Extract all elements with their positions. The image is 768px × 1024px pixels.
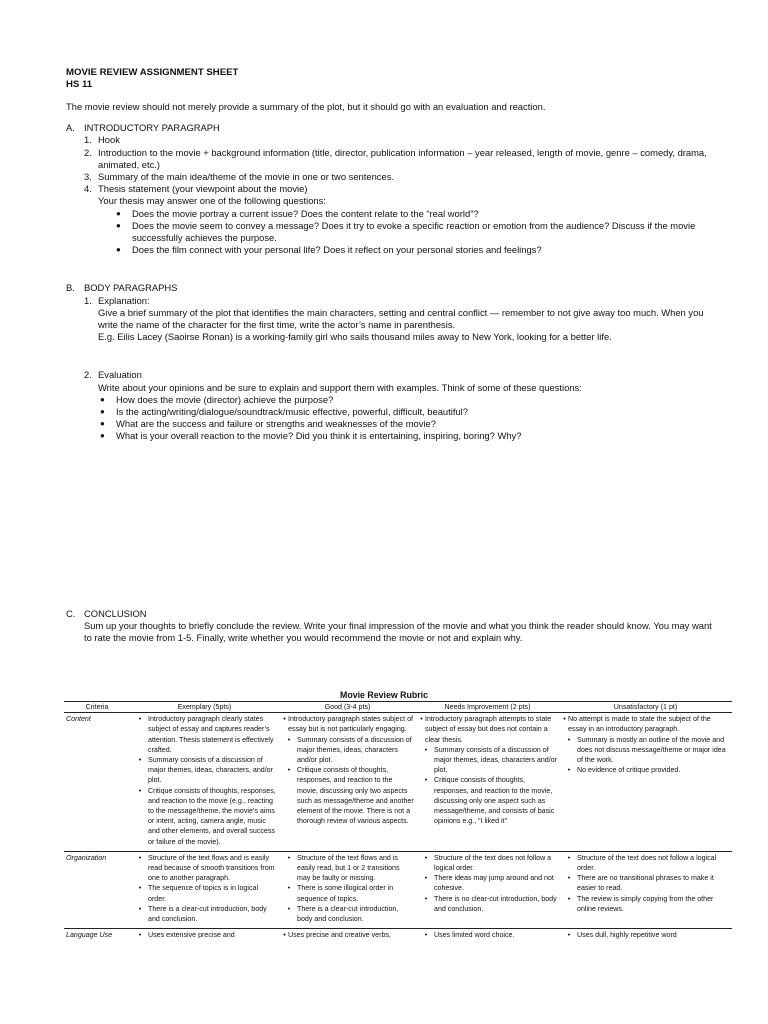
bullet-icon: ● [100,394,105,404]
rubric-cell: • Uses precise and creative verbs, [283,931,391,940]
explanation-text: Give a brief summary of the plot that identifies the main characters, setting and central conflict — remember to not give away too much. When you write the name of the character for the first time, write the actor’s name in parenthesis. [98,306,704,331]
list-item: ● Does the film connect with your personal life? Does it reflect on your personal stories and feelings? [116,244,542,256]
rubric-title: Movie Review Rubric [340,690,428,700]
list-item: 4. Thesis statement (your viewpoint about the movie) [84,183,308,195]
rubric-cell: • Structure of the text does not follow a logical order. • There ideas may jump around and not cohesive. • There is no clear-cut introduction, body and conclusion. [416,851,559,928]
rubric-cell: • Introductory paragraph clearly states subject of essay and captures reader’s attention. Thesis statement is effectively crafted. • Summary consists of a discussion of major themes, ideas, characters, and/or plot. • Critique consists of thoughts, responses, and reaction to the movie (e.g., reacting to the message/theme, the movie’s aims or intent, acting, camera angle, music and other elements, and overall success or failure of the movie). [130,713,279,852]
list-item: 1. Hook [84,134,120,146]
section-a-label: A. [66,122,75,134]
section-c-heading [66,608,716,620]
bullet-icon: ● [116,220,121,230]
column-header: Exemplary (5pts) [130,702,279,713]
bullet-icon: ● [116,245,121,255]
section-a-list [66,134,716,195]
bullet-icon: ● [116,208,121,218]
list-item: 2. Evaluation [84,369,142,381]
bullet-icon: ● [100,407,105,417]
section-b-label: B. [66,282,75,294]
rubric-cell: • Uses extensive precise and [138,931,235,940]
evaluation-list [66,369,716,381]
table-row [64,713,732,852]
section-b-list [66,295,716,307]
list-item: ● What are the success and failure or strengths and weaknesses of the movie? [100,418,436,430]
table-row [64,929,732,945]
section-c-label: C. [66,608,76,619]
intro-text: The movie review should not merely provide a summary of the plot, but it should go with an evaluation and reaction. [66,101,546,112]
list-item: 1. Explanation: [84,294,150,306]
column-header: Unsatisfactory (1 pt) [559,702,732,713]
rubric-cell: • Introductory paragraph attempts to state subject of essay but does not contain a clear thesis. • Summary consists of a discussion of major themes, ideas, characters and/or plot. • Critique consists of thoughts, responses, and reaction to the movie, discussing only one aspect such as message/theme, and consists of basic opinions e.g., “I liked it” [416,713,559,852]
criteria-cell: Content [64,713,130,852]
rubric-cell: • Structure of the text does not follow a logical order. • There are no transitional phrases to make it easier to read. • The review is simply copying from the other online reviews. [559,851,732,928]
bullet-icon: ● [100,431,105,441]
section-a-title: INTRODUCTORY PARAGRAPH [84,122,220,134]
list-item: ● What is your overall reaction to the movie? Did you think it is entertaining, inspiring, boring? Why? [100,430,522,442]
criteria-cell: Organization [64,851,130,928]
conclusion-text: Sum up your thoughts to briefly conclude the review. Write your final impression of the movie and what you think the reader should know. You may want to rate the movie from 1-5. Finally, write whether you would recommend the movie or not and explain why. [84,620,712,644]
list-item: ● How does the movie (director) achieve the purpose? [100,393,334,405]
column-header: Good (3-4 pts) [279,702,416,713]
rubric-cell: • Structure of the text flows and is easily read, but 1 or 2 transitions may be faulty or missing. • There is some illogical order in sequence of topics. • There is a clear-cut introduction, body and conclusion. [279,851,416,928]
list-item: ● Does the movie portray a current issue? Does the content relate to the “real world”? [116,207,479,219]
section-c [66,608,716,645]
document-title: MOVIE REVIEW ASSIGNMENT SHEET [66,67,239,78]
list-item: 3. Summary of the main idea/theme of the movie in one or two sentences. [84,171,394,183]
rubric-header-row [64,702,732,713]
thesis-questions [66,208,716,257]
criteria-cell: Language Use [66,931,113,940]
table-row [64,851,732,928]
example-text: E.g. Eilis Lacey (Saoirse Ronan) is a working-family girl who sails thousand miles away to New York, looking for a better life. [98,331,612,343]
course-code: HS 11 [66,79,93,90]
list-item: 2. Introduction to the movie + background information (title, director, publication information – year released, length of movie, genre – comedy, drama, animated, etc.) [84,146,707,170]
bullet-icon: ● [100,419,105,429]
assignment-sheet [66,67,716,644]
thesis-lead: Your thesis may answer one of the following questions: [98,195,326,207]
rubric-cell: • Uses dull, highly repetitive word [567,931,677,940]
list-item: ● Does the movie seem to convey a message? Does it try to evoke a specific reaction or emotion from the audience? Discuss if the movie successfully achieves the purpose. [116,219,696,244]
evaluation-questions [66,394,716,443]
evaluation-text: Write about your opinions and be sure to explain and support them with examples. Think of some of these questions: [98,381,582,393]
column-header: Needs Improvement (2 pts) [416,702,559,713]
column-header: Criteria [64,702,130,713]
rubric-table [64,701,732,944]
rubric-cell: • No attempt is made to state the subject of the essay in an introductory paragraph. • Summary is mostly an outline of the movie and does not discuss message/theme or major idea of the work. • No evidence of critique provided. [559,713,732,852]
rubric-cell: • Structure of the text flows and is easily read because of smooth transitions from one to another paragraph. • The sequence of topics is in logical order. • There is a clear-cut introduction, body and conclusion. [130,851,279,928]
section-a-heading [66,122,716,134]
rubric-cell: • Introductory paragraph states subject of essay but is not particularly engaging. • Summary consists of a discussion of major themes, ideas, characters and/or plot. • Critique consists of thoughts, responses, and reaction to the movie, discussing only two aspects such as message/theme and another element of the movie. There is not a thorough review of various aspects. [279,713,416,852]
section-c-title: CONCLUSION [84,608,147,619]
section-b-title: BODY PARAGRAPHS [84,282,178,294]
list-item: ● Is the acting/writing/dialogue/soundtrack/music effective, powerful, difficult, beautiful? [100,406,468,418]
section-b-heading [66,282,716,294]
rubric-cell: • Uses limited word choice. [424,931,515,940]
